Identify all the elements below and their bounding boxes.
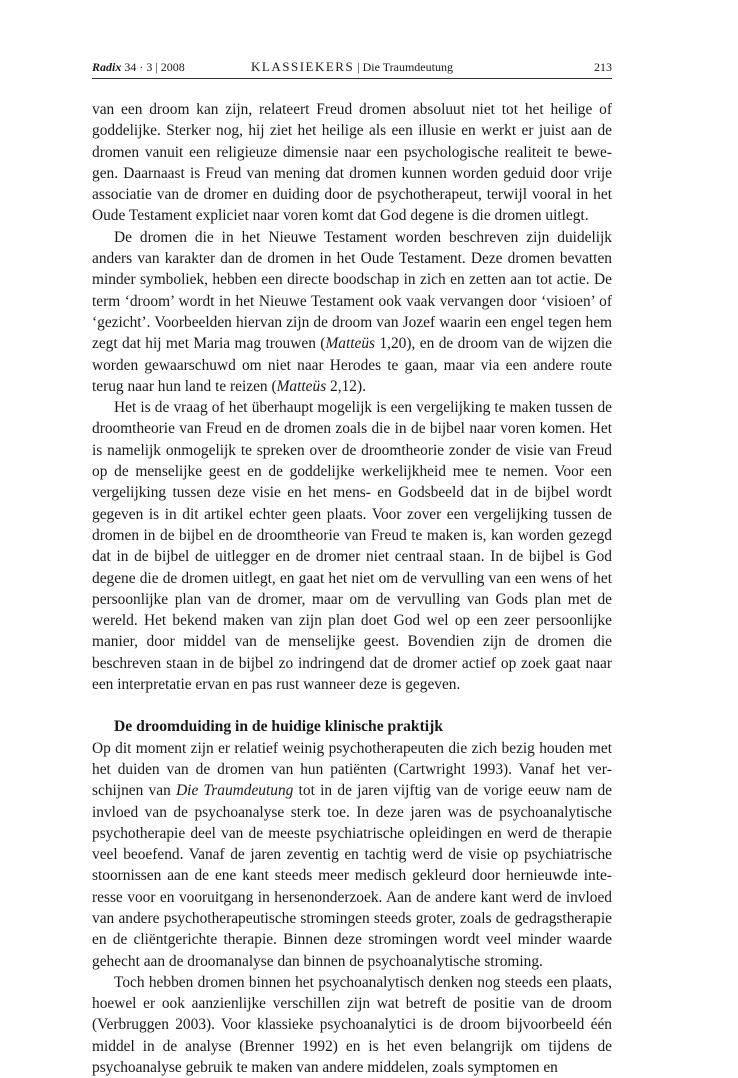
paragraph-2-text-c: 2,12). xyxy=(326,377,366,395)
paragraph-1: van een droom kan zijn, relateert Freud dromen absoluut niet tot het heilige of goddelijke. Sterker nog, hij ziet het heilige als een illusie en werkt er juist aan de dromen vanuit een religieuze dimensie naar een psychologische realiteit te bewegen. Daarnaast is Freud van mening dat dromen kunnen worden geduid door vrije associatie van de dromer en duiding door de psychotherapeut, terwijl vooral in het Oude Testament expliciet naar voren komt dat God degene is die dromen uitlegt. xyxy=(92,101,612,225)
paragraph-2-text-b: 1,20), en de droom van de wijzen die worden gewaarschuwd om niet naar Herodes te gaan, maar via een andere route terug naar hun land te reizen ( xyxy=(92,335,613,395)
section-name: KLASSIEKERS xyxy=(251,59,355,74)
paragraph-3: Het is de vraag of het überhaupt mogelijk is een vergelijking te maken tussen de droomtheorie van Freud en de dromen zoals die in de bijbel naar voren komen. Het is namelijk onmogelijk te spreken over de droomtheorie zonder de visie van Freud op de menselijke geest en de goddelijke werkelijkheid mee te nemen. Voor een vergelijking tussen deze visie en het mens- en Godsbeeld dat in de bijbel wordt gegeven is in dit artikel echter geen plaats. Voor zover een vergelijking tussen de dromen in de bijbel en de droomtheorie van Freud te maken is, kan worden gezegd dat in de bijbel de uitlegger en de dromer niet centraal staan. In de bijbel is God degene die de dromen uitlegt, en gaat het niet om de vervulling van een wens of het persoonlijke plan van de dromer, maar om de vervulling van Gods plan met de wereld. Het bekend maken van zijn plan doet God wel op een zeer persoonlijke manier, door middel van de menselijke geest. Bovendien zijn de dromen die beschreven staan in de bijbel zo indringend dat de dromer actief op zoek gaat naar een interpretatie ervan en pas rust wanneer deze is gegeven. xyxy=(92,399,612,694)
paragraph-4-text-b: tot in de jaren vijftig van de vorige eeuw nam de invloed van de psychoanalyse sterk toe. In deze jaren was de psychoanalytische psychotherapie deel van de meeste psychiatrische opleidingen en werd de therapie veel beoefend. Vanaf de jaren zeventig en tachtig werd de visie op psychiatrische stoornissen aan de ene kant steeds meer medisch gekleurd door hernieuwde interesse voor en vooruitgang in hersenonderzoek. Aan de andere kant werd de invloed van andere psychotherapeutische stromingen steeds groter, zoals de gedragstherapie en de cliëntgerichte therapie. Binnen deze stromingen wordt veel minder waarde gehecht aan de droomanalyse dan binnen de psychoanalytische stroming. xyxy=(92,782,612,970)
bible-reference-1: Matteüs xyxy=(325,335,376,353)
running-head xyxy=(92,58,612,79)
paragraph-2 xyxy=(92,227,612,397)
section-separator: | xyxy=(357,60,360,74)
section-title xyxy=(92,58,612,76)
page xyxy=(92,58,612,1078)
book-title: Die Traumdeutung xyxy=(176,782,294,800)
paragraph-4 xyxy=(92,738,612,972)
article-body xyxy=(92,99,612,1078)
section-heading: De droomduiding in de huidige klinische praktijk xyxy=(114,718,443,736)
volume-info: 34 · 3 | 2008 xyxy=(124,60,185,74)
bible-reference-2: Matteüs xyxy=(276,377,327,395)
page-number: 213 xyxy=(594,60,612,74)
paragraph-4-text-a: Op dit moment zijn er relatief weinig psychotherapeuten die zich bezig houden met het duiden van de dromen van hun patiënten (Cartwright 1993). Vanaf het verschijnen van xyxy=(92,739,612,800)
journal-name: Radix xyxy=(92,60,122,74)
paragraph-2-text-a: De dromen die in het Nieuwe Testament worden beschreven zijn duidelijk anders van karakter dan de dromen in het Oude Testament. Deze dromen bevatten minder symboliek, hebben een directe boodschap in zich en zetten aan tot actie. De term ‘droom’ wordt in het Nieuwe Testament ook vaak vervangen door ‘visioen’ of ‘gezicht’. Voorbeelden hiervan zijn de droom van Jozef waarin een engel tegen hem zegt dat hij met Maria mag trouwen ( xyxy=(92,228,612,353)
section-subtitle: Die Traumdeutung xyxy=(362,60,453,74)
paragraph-5: Toch hebben dromen binnen het psychoanalytisch denken nog steeds een plaats, hoewel er ook aanzienlijke verschillen zijn wat betreft de positie van de droom (Verbruggen 2003). Voor klassieke psychoanalytici is de droom bijvoorbeeld één middel in de analyse (Brenner 1992) en is het even belangrijk om tijdens de psychoanalyse gebruik te maken van andere middelen, zoals symptomen en xyxy=(92,973,612,1077)
